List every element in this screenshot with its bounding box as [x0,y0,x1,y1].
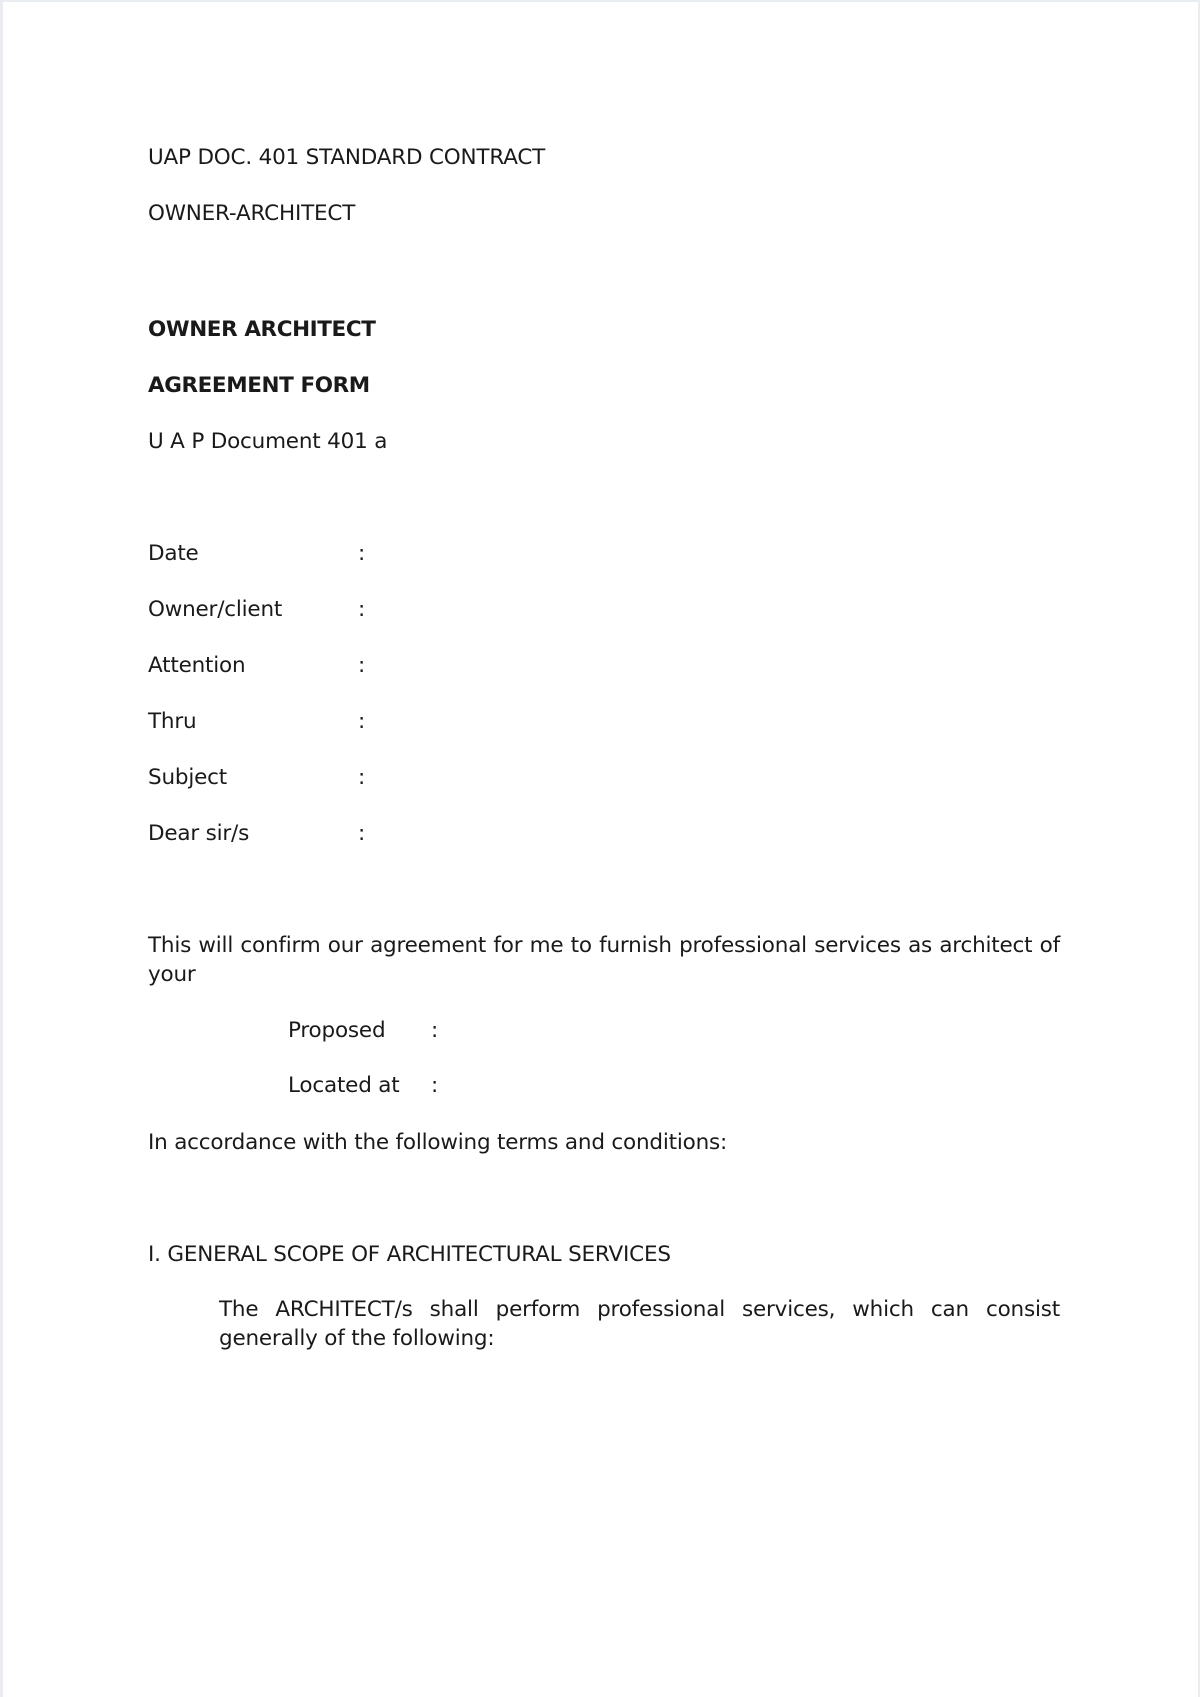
field-colon: : [358,821,366,846]
field-row-owner-client [148,595,365,625]
field-colon: : [358,765,366,790]
field-row-date [148,539,365,569]
terms-intro: In accordance with the following terms and conditions: [148,1130,728,1155]
intro-paragraph: This will confirm our agreement for me to furnish professional services as architect of your [148,933,1060,987]
project-row-location [288,1071,438,1101]
header-line-1: UAP DOC. 401 STANDARD CONTRACT [148,145,546,170]
field-label: Dear sir/s [148,821,250,846]
field-label: Date [148,541,199,566]
document-page [3,2,1198,1697]
field-row-salutation [148,819,365,849]
field-colon: : [358,597,366,622]
project-label: Located at [288,1073,400,1098]
field-colon: : [358,709,366,734]
project-label: Proposed [288,1018,386,1043]
field-label: Attention [148,653,246,678]
field-label: Subject [148,765,227,790]
field-label: Thru [148,709,197,734]
title-line-1: OWNER ARCHITECT [148,317,376,342]
field-label: Owner/client [148,597,283,622]
field-colon: : [358,653,366,678]
field-row-thru [148,707,365,737]
section-1-body: The ARCHITECT/s shall perform professional services, which can consist generally of the following: [219,1297,1060,1351]
project-colon: : [431,1073,439,1098]
title-line-2: AGREEMENT FORM [148,373,370,398]
section-1-heading: I. GENERAL SCOPE OF ARCHITECTURAL SERVICES [148,1242,671,1267]
field-row-subject [148,763,365,793]
document-reference: U A P Document 401 a [148,429,388,454]
project-row-proposed [288,1016,438,1046]
field-colon: : [358,541,366,566]
header-line-2: OWNER-ARCHITECT [148,201,356,226]
project-colon: : [431,1018,439,1043]
field-row-attention [148,651,365,681]
